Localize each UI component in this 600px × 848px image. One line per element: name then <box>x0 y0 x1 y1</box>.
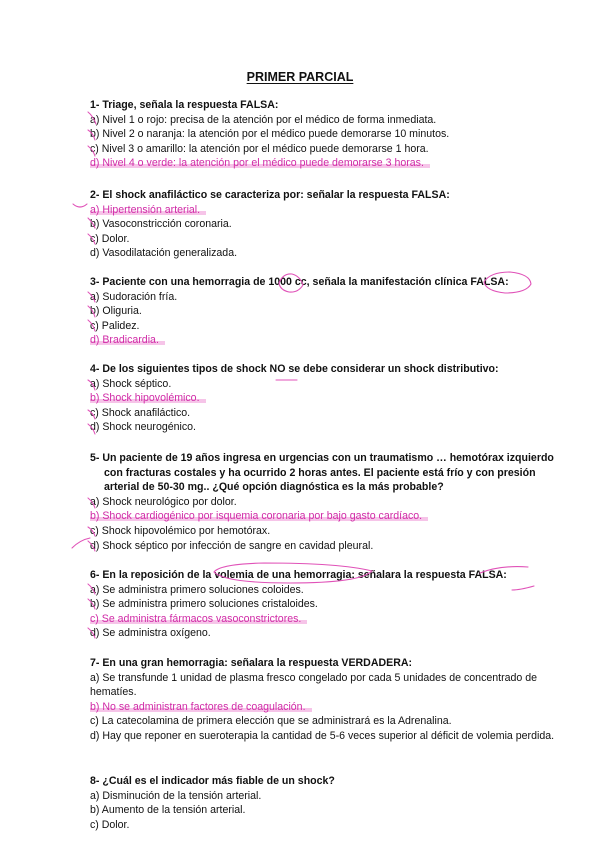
option-c: c) Nivel 3 o amarillo: la atención por el médico puede demorarse 1 hora. <box>90 142 429 155</box>
option-b <box>90 700 560 715</box>
option-c: c) Shock hipovolémico por hemotórax. <box>90 524 271 537</box>
highlighted-answer: b) Shock hipovolémico. <box>90 392 206 404</box>
option-c: c) Dolor. <box>90 818 130 831</box>
highlighted-answer: d) Nivel 4 o verde: la atención por el médico puede demorarse 3 horas. <box>90 157 430 169</box>
option-c: c) Shock anafiláctico. <box>90 406 191 419</box>
option-b: b) Nivel 2 o naranja: la atención por el médico puede demorarse 10 minutos. <box>90 128 450 141</box>
option-b: b) Se administra primero soluciones cristaloides. <box>90 598 318 611</box>
question-5 <box>90 451 560 553</box>
question-text: 5- Un paciente de 19 años ingresa en urgencias con un traumatismo … hemotórax izquierdo con fracturas costales y ha ocurrido 2 horas antes. El paciente está frío y con presión arterial de 50-30 mg.. ¿Qué opción diagnóstica es la más probable? <box>90 452 554 494</box>
option-d: d) Shock séptico por infección de sangre en cavidad pleural. <box>90 539 374 552</box>
question-text: 4- De los siguientes tipos de shock NO se debe considerar un shock distributivo: <box>90 363 499 375</box>
option-a: a) Shock séptico. <box>90 377 172 390</box>
highlighted-answer: b) Shock cardiogénico por isquemia coronaria por bajo gasto cardíaco. <box>90 510 428 522</box>
question-text: 3- Paciente con una hemorragia de 1000 cc, señala la manifestación clínica FALSA: <box>90 276 509 288</box>
option-d: d) Shock neurogénico. <box>90 421 197 434</box>
option-a: a) Se transfunde 1 unidad de plasma fresco congelado por cada 5 unidades de concentrado de hematíes. <box>90 671 538 699</box>
option-c: c) Dolor. <box>90 232 130 245</box>
option-b: b) Aumento de la tensión arterial. <box>90 804 246 817</box>
question-text: 1- Triage, señala la respuesta FALSA: <box>90 99 279 111</box>
option-d: d) Vasodilatación generalizada. <box>90 247 238 260</box>
highlighted-answer: c) Se administra fármacos vasoconstrictores. <box>90 613 307 625</box>
option-a: a) Shock neurológico por dolor. <box>90 495 237 508</box>
question-7 <box>90 656 560 744</box>
option-d <box>90 156 560 171</box>
option-a <box>90 203 560 218</box>
option-d: d) Se administra oxígeno. <box>90 627 211 640</box>
question-3 <box>90 275 560 348</box>
option-b: b) Vasoconstricción coronaria. <box>90 218 232 231</box>
question-2 <box>90 188 560 261</box>
question-1 <box>90 98 560 171</box>
option-a: a) Disminución de la tensión arterial. <box>90 789 262 802</box>
option-b <box>90 509 560 524</box>
page-title: PRIMER PARCIAL <box>246 70 354 84</box>
question-8 <box>90 774 560 832</box>
pen-mark-q5-tick <box>72 538 90 548</box>
option-d: d) Hay que reponer en sueroterapia la cantidad de 5-6 veces superior al déficit de volemia perdida. <box>90 729 555 742</box>
question-text: 8- ¿Cuál es el indicador más fiable de un shock? <box>90 775 335 787</box>
option-b <box>90 391 560 406</box>
question-6 <box>90 568 560 641</box>
highlighted-answer: d) Bradicardia. <box>90 334 165 346</box>
question-4 <box>90 362 560 435</box>
option-c <box>90 612 560 627</box>
option-a: a) Nivel 1 o rojo: precisa de la atención por el médico de forma inmediata. <box>90 113 437 126</box>
option-c: c) Palidez. <box>90 319 140 332</box>
highlighted-answer: b) No se administran factores de coagulación. <box>90 701 312 713</box>
question-text: 7- En una gran hemorragia: señalara la respuesta VERDADERA: <box>90 657 413 669</box>
option-c: c) La catecolamina de primera elección que se administrará es la Adrenalina. <box>90 715 452 728</box>
option-d <box>90 333 560 348</box>
option-b: b) Oliguria. <box>90 305 142 318</box>
question-text: 2- El shock anafiláctico se caracteriza por: señalar la respuesta FALSA: <box>90 189 450 201</box>
question-text: 6- En la reposición de la volemia de una hemorragia: señalara la respuesta FALSA: <box>90 569 507 581</box>
option-a: a) Se administra primero soluciones coloides. <box>90 583 304 596</box>
pen-mark-q2-tick <box>73 204 87 207</box>
option-a: a) Sudoración fría. <box>90 290 178 303</box>
highlighted-answer: a) Hipertensión arterial. <box>90 204 206 216</box>
